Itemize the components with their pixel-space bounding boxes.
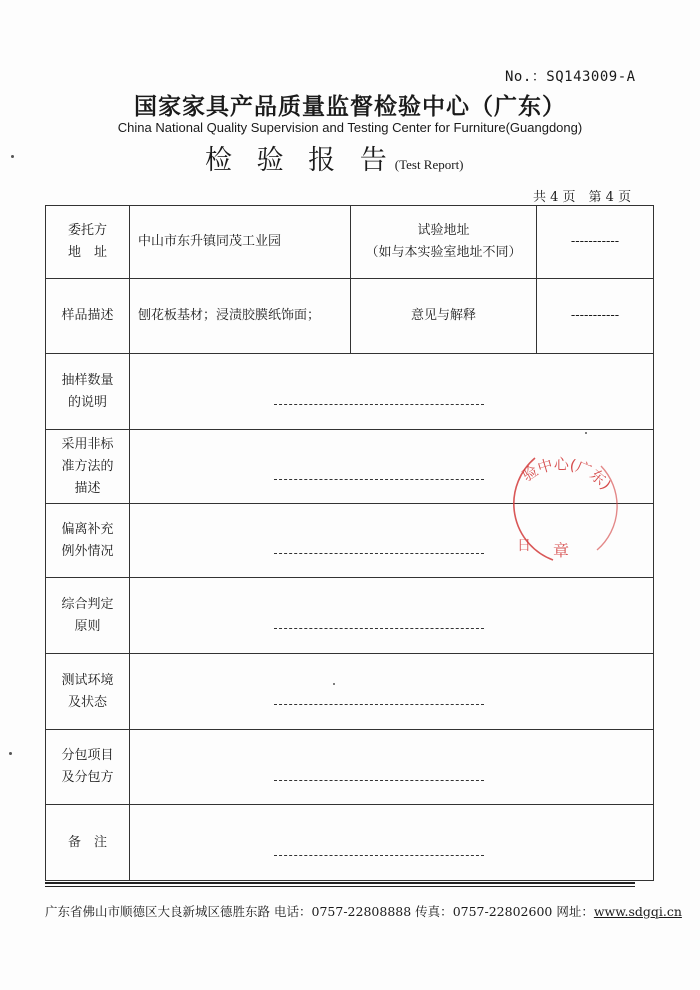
- empty-value-cell: [130, 654, 654, 730]
- label-line: 委托方: [67, 223, 107, 238]
- dashed-line: [274, 780, 484, 781]
- label-line: 准方法的: [61, 458, 114, 474]
- sampling-quantity-label: [46, 354, 130, 430]
- footer-fax-label: 传真：: [415, 904, 453, 919]
- dashed-line: [274, 404, 484, 405]
- report-number: No.：SQ143009-A: [505, 69, 636, 85]
- footer-rule: [45, 886, 635, 887]
- nonstandard-method-label: [46, 430, 130, 504]
- sample-description-label: 样品描述: [46, 279, 130, 354]
- report-title-chinese: 检 验 报 告: [205, 145, 395, 176]
- dashed-line: [274, 553, 484, 554]
- footer-address: 广东省佛山市顺德区大良新城区德胜东路: [45, 904, 271, 919]
- test-location-value: -----------: [537, 206, 654, 279]
- dashed-line: [274, 628, 484, 629]
- footer-rule: [45, 882, 635, 884]
- label-line: 偏离补充: [61, 521, 114, 537]
- footer-website-link[interactable]: www.sdgqi.cn: [593, 904, 682, 919]
- scan-speck: [9, 752, 12, 755]
- label-line: 及分包方: [61, 770, 114, 785]
- label-line: 地 址: [67, 245, 107, 260]
- label-line: 分包项目: [61, 748, 114, 763]
- label-line: 试验地址: [417, 223, 470, 238]
- empty-value-cell: [130, 578, 654, 654]
- dashed-line: [274, 479, 484, 480]
- scan-speck: [333, 683, 335, 685]
- label-line: 及状态: [67, 694, 107, 710]
- opinion-label: 意见与解释: [351, 279, 537, 354]
- label-line: 抽样数量: [61, 372, 114, 388]
- empty-value-cell: [130, 730, 654, 805]
- label-line: 测试环境: [61, 672, 114, 688]
- footer-contact: [45, 902, 682, 920]
- table-row: [46, 805, 654, 881]
- subcontract-label: [46, 730, 130, 805]
- footer-web-label: 网址：: [556, 904, 594, 919]
- table-row: [46, 730, 654, 805]
- dashed-line: [274, 855, 484, 856]
- center-title-english: China National Quality Supervision and Testing Center for Furniture(Guangdong): [117, 120, 583, 135]
- client-address-value: 中山市东升镇同茂工业园: [130, 206, 351, 279]
- label-line: 描述: [74, 480, 101, 496]
- sample-description-row: [46, 279, 654, 354]
- opinion-value: -----------: [537, 279, 654, 354]
- remarks-label: [46, 805, 130, 881]
- label-line: 采用非标: [61, 436, 114, 452]
- seal-char-left: 日: [517, 538, 531, 554]
- label-line: 原则: [74, 618, 101, 634]
- deviation-label: [46, 504, 130, 578]
- table-row: [46, 578, 654, 654]
- scan-speck: [585, 432, 587, 434]
- empty-value-cell: [130, 805, 654, 881]
- label-line: 备 注: [67, 834, 107, 850]
- test-environment-label: [46, 654, 130, 730]
- seal-char-bottom: 章: [553, 541, 570, 560]
- page-counter: 共 4 页 第 4 页: [533, 190, 632, 205]
- label-line: （如与本实验室地址不同）: [365, 245, 522, 260]
- footer-fax: 0757-22802600: [452, 904, 553, 919]
- client-address-label: [46, 206, 130, 279]
- report-title: [205, 138, 464, 177]
- scan-speck: [11, 155, 14, 158]
- dashed-line: [274, 704, 484, 705]
- seal-text: 验中心(广东): [518, 454, 615, 494]
- empty-value-cell: [130, 354, 654, 430]
- report-title-english: (Test Report): [394, 157, 464, 172]
- footer-phone-label: 电话：: [274, 904, 312, 919]
- table-row: [46, 654, 654, 730]
- sample-description-value: 刨花板基材；浸渍胶膜纸饰面；: [130, 279, 351, 354]
- footer-phone: 0757-22808888: [311, 904, 412, 919]
- center-title-chinese: 国家家具产品质量监督检验中心（广东）: [134, 94, 566, 120]
- label-line: 综合判定: [61, 596, 114, 612]
- judgment-principle-label: [46, 578, 130, 654]
- test-location-label: [351, 206, 537, 279]
- label-line: 的说明: [67, 394, 107, 410]
- label-line: 例外情况: [61, 543, 114, 559]
- table-row: [46, 354, 654, 430]
- client-address-row: [46, 206, 654, 279]
- inspection-seal: [505, 438, 633, 566]
